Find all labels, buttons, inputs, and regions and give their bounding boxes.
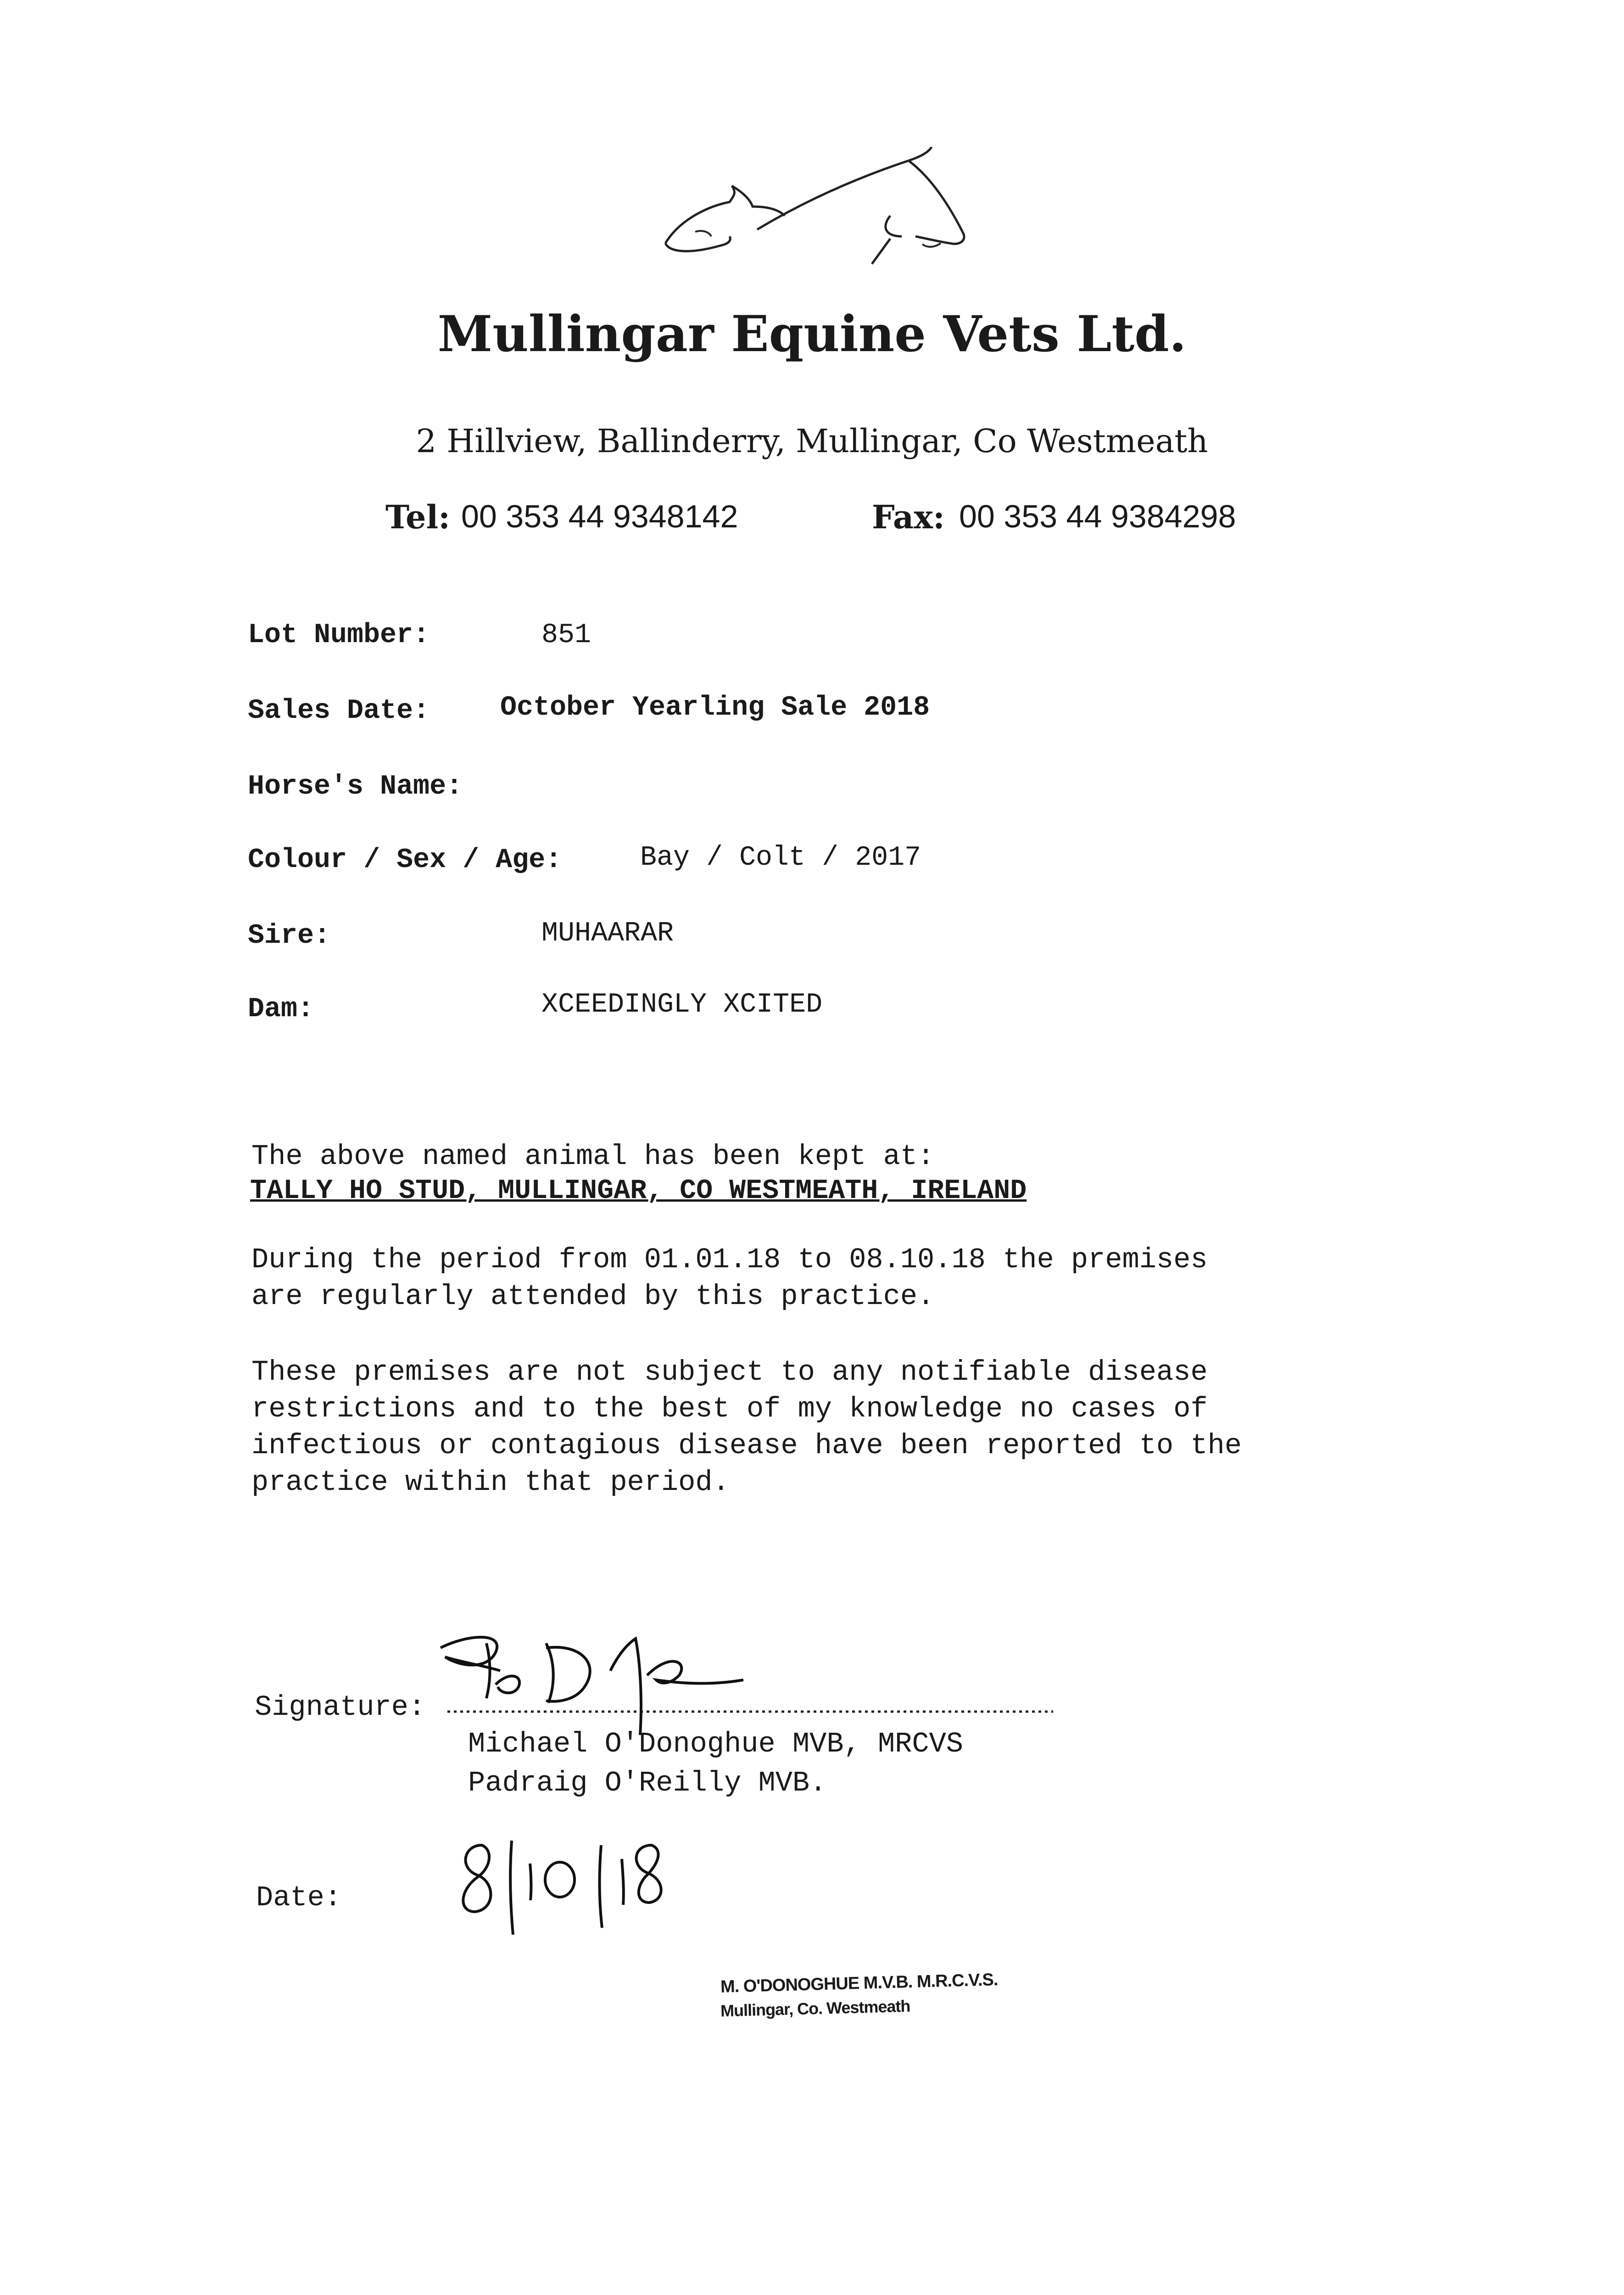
colour-sex-age-value: Bay / Colt / 2017 [640,842,921,873]
sales-date-label: Sales Date: [248,695,430,727]
kept-at-intro: The above named animal has been kept at: [251,1140,935,1173]
stamp-line-2: Mullingar, Co. Westmeath [720,1996,910,2021]
sire-value: MUHAARAR [541,918,674,949]
disease-line-2: restrictions and to the best of my knowledge no cases of [251,1393,1208,1425]
period-line-2: are regularly attended by this practice. [251,1280,935,1313]
dam-value: XCEEDINGLY XCITED [541,989,823,1020]
lot-number-label: Lot Number: [248,620,430,651]
tel-label: Tel: [385,498,451,536]
signature-label: Signature: [255,1691,426,1724]
company-address: 2 Hillview, Ballinderry, Mullingar, Co Westmeath [416,422,1208,460]
signatory-1: Michael O'Donoghue MVB, MRCVS [468,1728,963,1760]
sales-date-value: October Yearling Sale 2018 [500,692,930,723]
horse-name-label: Horse's Name: [248,771,463,802]
stamp-line-1: M. O'DONOGHUE M.V.B. M.R.C.V.S. [720,1970,998,1997]
kept-at-location: TALLY HO STUD, MULLINGAR, CO WESTMEATH, IRELAND [250,1175,1027,1207]
horse-heads-logo-icon [652,147,973,285]
period-line-1: During the period from 01.01.18 to 08.10.18 the premises [251,1243,1208,1276]
fax-label: Fax: [872,498,945,536]
colour-sex-age-label: Colour / Sex / Age: [248,845,562,876]
signatory-2: Padraig O'Reilly MVB. [468,1767,827,1799]
lot-number-value: 851 [541,620,592,651]
handwritten-date-icon [450,1831,725,1942]
company-name: Mullingar Equine Vets Ltd. [437,305,1187,363]
dam-label: Dam: [248,994,314,1025]
disease-line-3: infectious or contagious disease have been reported to the [251,1429,1242,1462]
fax-number: 00 353 44 9384298 [959,498,1236,534]
date-label: Date: [256,1881,342,1914]
sire-label: Sire: [248,920,331,952]
disease-line-1: These premises are not subject to any notifiable disease [251,1356,1208,1388]
tel-number: 00 353 44 9348142 [461,498,738,534]
disease-line-4: practice within that period. [251,1466,730,1499]
